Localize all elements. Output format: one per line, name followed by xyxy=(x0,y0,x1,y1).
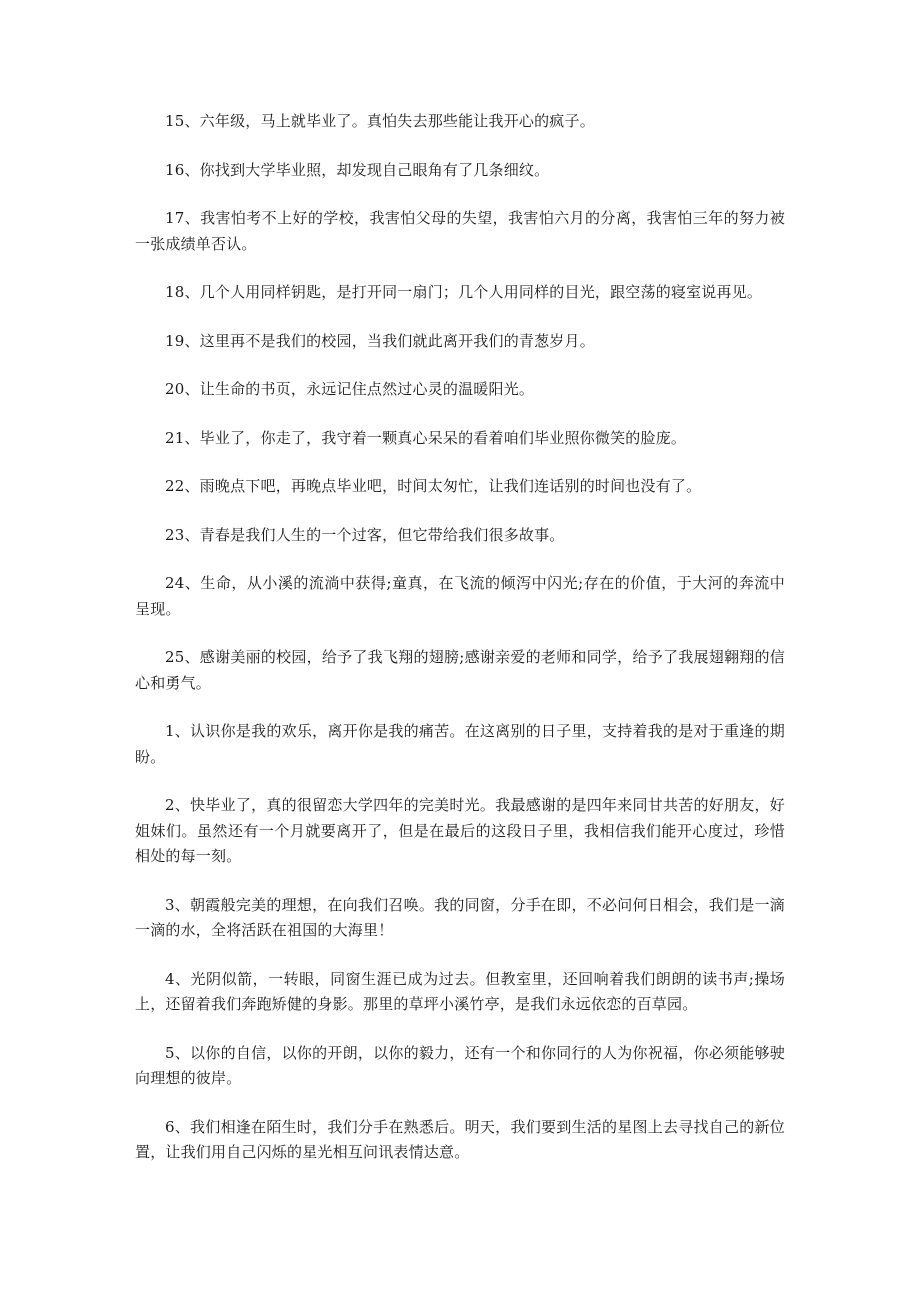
paragraph-17: 17、我害怕考不上好的学校，我害怕父母的失望，我害怕六月的分离，我害怕三年的努力被一张成绩单否认。 xyxy=(135,209,785,253)
paragraph-6: 6、我们相逢在陌生时，我们分手在熟悉后。明天，我们要到生活的星图上去寻找自己的新位置，让我们用自己闪烁的星光相互问讯表情达意。 xyxy=(135,1117,785,1161)
document-body xyxy=(135,109,785,1189)
paragraph-21: 21、毕业了，你走了，我守着一颗真心呆呆的看着咱们毕业照你微笑的脸庞。 xyxy=(165,428,687,447)
paragraph-16: 16、你找到大学毕业照，却发现自己眼角有了几条细纹。 xyxy=(165,160,550,179)
paragraph-23: 23、青春是我们人生的一个过客，但它带给我们很多故事。 xyxy=(165,525,565,544)
paragraph-25: 25、感谢美丽的校园，给予了我飞翔的翅膀;感谢亲爱的老师和同学，给予了我展翅翱翔的信心和勇气。 xyxy=(135,648,785,692)
paragraph-15: 15、六年级，马上就毕业了。真怕失去那些能让我开心的疯子。 xyxy=(165,112,595,130)
paragraph-5: 5、以你的自信，以你的开朗，以你的毅力，还有一个和你同行的人为你祝福，你必须能够驶向理想的彼岸。 xyxy=(135,1043,785,1087)
paragraph-1: 1、认识你是我的欢乐，离开你是我的痛苦。在这离别的日子里，支持着我的是对于重逢的期盼。 xyxy=(135,722,785,766)
paragraph-3: 3、朝霞般完美的理想，在向我们召唤。我的同窗，分手在即，不必问何日相会，我们是一滴一滴的水，全将活跃在祖国的大海里！ xyxy=(135,895,785,939)
paragraph-4: 4、光阴似箭，一转眼，同窗生涯已成为过去。但教室里，还回响着我们朗朗的读书声;操场上，还留着我们奔跑矫健的身影。那里的草坪小溪竹亭，是我们永远依恋的百草园。 xyxy=(135,969,785,1013)
paragraph-22: 22、雨晚点下吧，再晚点毕业吧，时间太匆忙，让我们连话别的时间也没有了。 xyxy=(165,477,702,495)
paragraph-19: 19、这里再不是我们的校园，当我们就此离开我们的青葱岁月。 xyxy=(165,331,595,350)
paragraph-20: 20、让生命的书页，永远记住点然过心灵的温暖阳光。 xyxy=(165,380,535,398)
paragraph-24: 24、生命，从小溪的流淌中获得;童真，在飞流的倾泻中闪光;存在的价值，于大河的奔流中呈现。 xyxy=(135,574,785,618)
paragraph-2: 2、快毕业了，真的很留恋大学四年的完美时光。我最感谢的是四年来同甘共苦的好朋友，好姐妹们。虽然还有一个月就要离开了，但是在最后的这段日子里，我相信我们能开心度过，珍惜相处的每一刻。 xyxy=(135,796,785,865)
paragraph-18: 18、几个人用同样钥匙，是打开同一扇门；几个人用同样的目光，跟空荡的寝室说再见。 xyxy=(165,283,763,301)
